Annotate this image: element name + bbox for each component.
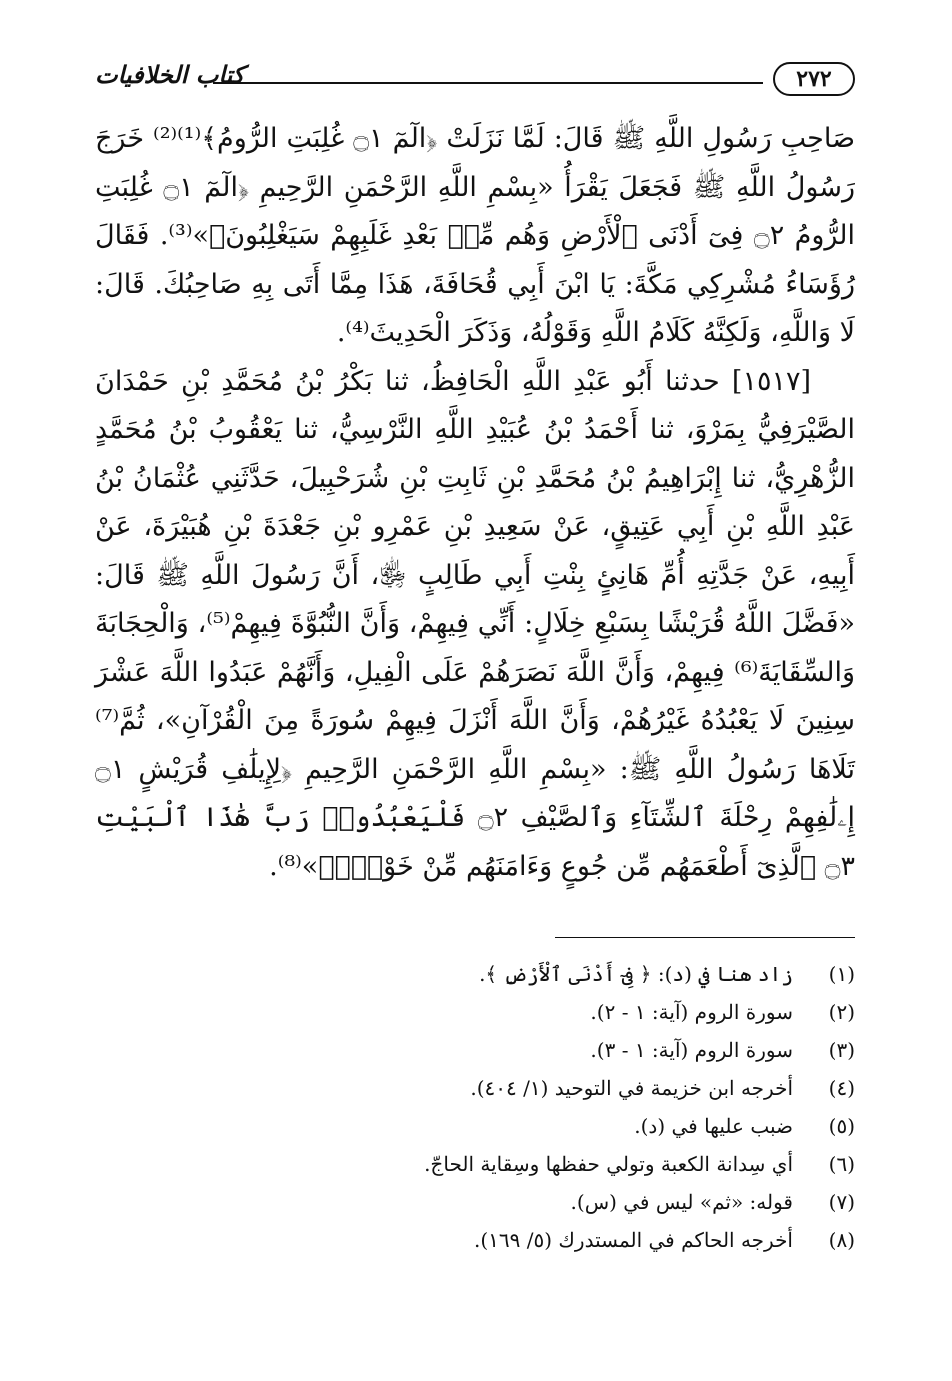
footnote-item [115,1183,855,1221]
page-number: ٢٧٢ [773,62,855,96]
footnote-item [115,955,855,993]
footnotes-list [115,955,855,1259]
footnote-marker: (٢) [828,1000,855,1024]
footnote-item [115,1107,855,1145]
footnote-text: أي سِدانة الكعبة وتولي حفظها وسِقاية الحاجّ. [424,1152,793,1176]
footnote-marker: (١) [828,962,855,986]
footnote-text: قوله: «ثم» ليس في (س). [570,1190,793,1214]
footnote-marker: (٣) [828,1038,855,1062]
footnote-separator [555,937,855,938]
paragraph-1: صَاحِبِ رَسُولِ اللَّهِ ﷺ قَالَ: لَمَّا نَزَلَتْ ﴿الٓمٓ ۝١ غُلِبَتِ الرُّومُ﴾⁽¹⁾⁽²⁾ خَرَجَ رَسُولُ اللَّهِ ﷺ فَجَعَلَ يَقْرَأُ «بِسْمِ اللَّهِ الرَّحْمَنِ الرَّحِيمِ ﴿الٓمٓ ۝١ غُلِبَتِ الرُّومُ ۝٢ فِىٓ أَدْنَى ٱلْأَرْضِ وَهُم مِّنۢ بَعْدِ غَلَبِهِمْ سَيَغْلِبُونَ﴾»⁽³⁾. فَقَالَ رُؤَسَاءُ مُشْرِكِي مَكَّةَ: يَا ابْنَ أَبِي قُحَافَةَ، هَذَا مِمَّا أَتَى بِهِ صَاحِبُكَ. قَالَ: لَا وَاللَّهِ، وَلَكِنَّهُ كَلَامُ اللَّهِ وَقَوْلُهُ، وَذَكَرَ الْحَدِيثَ⁽⁴⁾. [95,123,856,348]
footnote-item [115,1145,855,1183]
footnote-marker: (٥) [828,1114,855,1138]
page-header [95,56,855,106]
footnote-marker: (٧) [828,1190,855,1214]
footnote-text: ضبب عليها في (د). [634,1114,793,1138]
footnote-text: أخرجه الحاكم في المستدرك (٥/ ١٦٩). [474,1228,793,1252]
footnote-marker: (٦) [828,1152,855,1176]
header-rule [213,82,763,84]
footnote-item [115,993,855,1031]
footnote-marker: (٨) [828,1228,855,1252]
paragraph-2: [١٥١٧] حدثنا أَبُو عَبْدِ اللَّهِ الْحَافِظُ، ثنا بَكْرُ بْنُ مُحَمَّدِ بْنِ حَمْدَانَ الصَّيْرَفِيُّ بِمَرْوَ، ثنا أَحْمَدُ بْنُ عُبَيْدِ اللَّهِ النَّرْسِيُّ، ثنا يَعْقُوبُ بْنُ مُحَمَّدٍ الزُّهْرِيُّ، ثنا إِبْرَاهِيمُ بْنُ مُحَمَّدِ بْنِ ثَابِتِ بْنِ شُرَحْبِيلَ، حَدَّثَنِي عُثْمَانُ بْنُ عَبْدِ اللَّهِ بْنِ أَبِي عَتِيقٍ، عَنْ سَعِيدِ بْنِ عَمْرِو بْنِ جَعْدَةَ بْنِ هُبَيْرَةَ، عَنْ أَبِيهِ، عَنْ جَدَّتِهِ أُمِّ هَانِئٍ بِنْتِ أَبِي طَالِبٍ ﵂، أَنَّ رَسُولَ اللَّهِ ﷺ قَالَ: «فَضَّلَ اللَّهُ قُرَيْشًا بِسَبْعِ خِلَالٍ: أَنِّي فِيهِمْ، وَأَنَّ النُّبُوَّةَ فِيهِمْ⁽⁵⁾، وَالْحِجَابَةَ وَالسِّقَايَةَ⁽⁶⁾ فِيهِمْ، وَأَنَّ اللَّهَ نَصَرَهُمْ عَلَى الْفِيلِ، وَأَنَّهُمْ عَبَدُوا اللَّهَ عَشْرَ سِنِينَ لَا يَعْبُدُهُ غَيْرُهُمْ، وَأَنَّ اللَّهَ أَنْزَلَ فِيهِمْ سُورَةً مِنَ الْقُرْآنِ»، ثُمَّ⁽⁷⁾ تَلَاهَا رَسُولُ اللَّهِ ﷺ: «بِسْمِ اللَّهِ الرَّحْمَنِ الرَّحِيمِ ﴿لِإِيلَٰفِ قُرَيْشٍ ۝١ إِۦلَٰفِهِمْ رِحْلَةَ ٱلشِّتَآءِ وَٱلصَّيْفِ ۝٢ فَلْيَعْبُدُوا۟ رَبَّ هَٰذَا ٱلْبَيْتِ ۝٣ ٱلَّذِىٓ أَطْعَمَهُم مِّن جُوعٍ وَءَامَنَهُم مِّنْ خَوْفٍۭ﴾»⁽⁸⁾. [95,365,855,882]
book-title: كتاب الخلافيات [95,60,245,89]
footnote-item [115,1031,855,1069]
footnote-text: زاد هنا في (د): ﴿ فِىٓ أَدْنَى ٱلْأَرْضِ ﴾. [479,962,793,986]
footnote-text: سورة الروم (آية: ١ - ٣). [590,1038,793,1062]
footnote-text: أخرجه ابن خزيمة في التوحيد (١/ ٤٠٤). [470,1076,793,1100]
footnote-item [115,1221,855,1259]
footnote-item [115,1069,855,1107]
main-text [95,115,855,891]
footnote-text: سورة الروم (آية: ١ - ٢). [590,1000,793,1024]
footnote-marker: (٤) [828,1076,855,1100]
